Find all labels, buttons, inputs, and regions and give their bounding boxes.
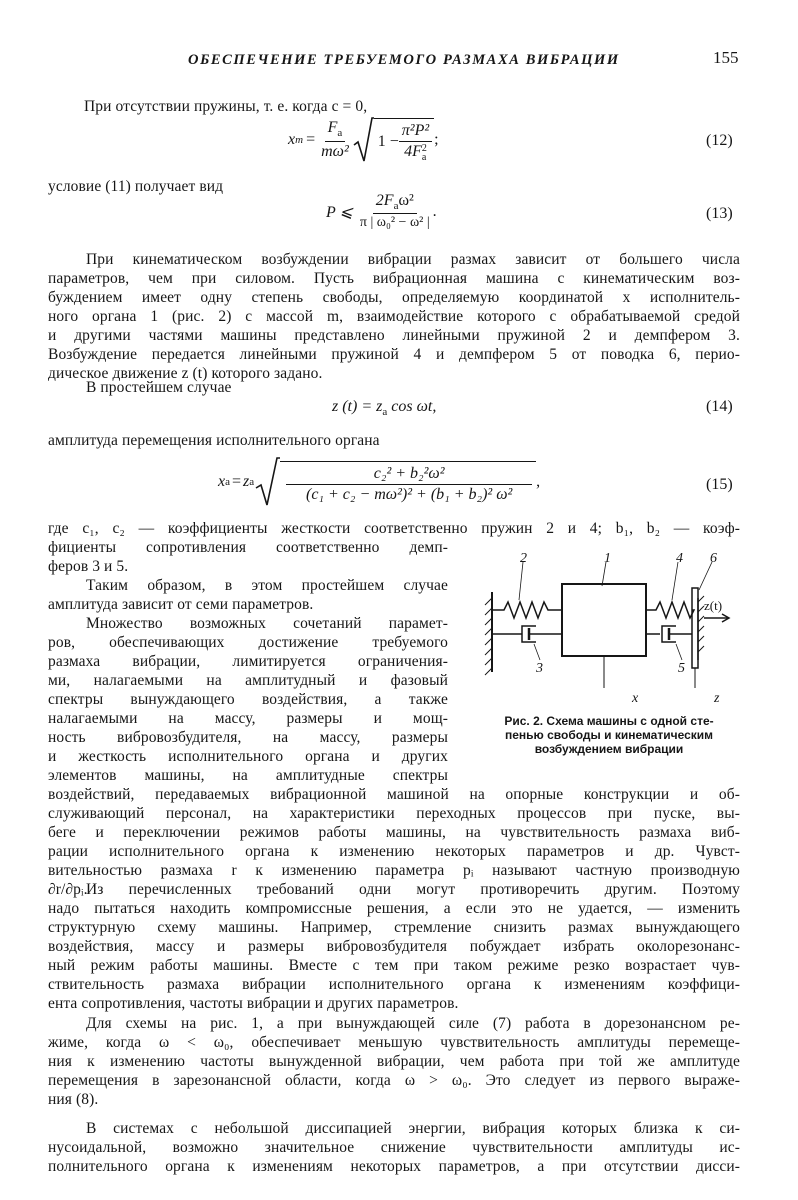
eq13-num: 2F [375, 192, 394, 209]
eq15-coef: z [243, 473, 250, 490]
fig-label-coord-x: x [632, 691, 639, 706]
figure-2-schematic [482, 548, 748, 706]
figure-caption [470, 714, 748, 756]
eq12-eqsign: = [306, 131, 316, 148]
eq15-eqsign: = [232, 473, 242, 490]
page-number: 155 [713, 48, 739, 67]
text-line: ного органа 1 (рис. 2) с массой m, взаимодействие которого с обрабатываемой средой [48, 308, 740, 325]
text-line: амплитуда зависит от семи параметров. [48, 596, 314, 613]
fig-label-coord-z: z [714, 691, 720, 706]
eq12-num1-sub: а [337, 127, 343, 140]
damper-right [646, 626, 692, 642]
eq15-coef-sub: а [249, 476, 255, 488]
eq15-num: c₂² + b₂²ω² [286, 465, 532, 485]
fig-label-damper-left: 3 [536, 661, 543, 676]
spring-left [492, 602, 562, 618]
simple-case-line: В простейшем случае [86, 379, 232, 396]
text-line: дическое движение z (t) которого задано. [48, 365, 323, 382]
text-line: полнительного органа к изменениям некоторых параметров, а при отсутствии дисси- [48, 1158, 740, 1175]
eq12-lhs: x [288, 131, 296, 148]
text-line: параметров, чем при силовом. Пусть вибрационная машина с кинематическим воз- [48, 270, 740, 287]
text-line: При кинематическом возбуждении вибрации размах зависит от большего числа [86, 251, 740, 268]
text-line: жиме, когда ω < ω₀, обеспечивает меньшую чувствительность амплитуды перемеще- [48, 1034, 740, 1051]
text-line: ми, налагаемыми на амплитудный и фазовый [48, 672, 448, 689]
text-line: где c₁, c₂ — коэффициенты жесткости соответственно пружин 2 и 4; b₁, b₂ — коэф- [48, 520, 740, 537]
text-line: перемещения в зарезонансной области, когда ω > ω₀. Это следует из первого выраже- [48, 1072, 740, 1089]
text-line: ный режим работы машины. Вместе с тем при таком режиме резко возрастает чув- [48, 957, 740, 974]
eq15-tail: , [536, 473, 541, 490]
eq13-tail: . [432, 202, 437, 220]
eq14-number: (14) [706, 398, 733, 415]
eq12-den1: mω² [321, 142, 349, 160]
equation-13 [326, 192, 437, 231]
paragraph-dissipation [48, 1119, 740, 1176]
radical-sign-icon [254, 457, 280, 507]
equation-15 [218, 457, 540, 507]
eq12-den2-sub: а [421, 151, 427, 163]
paragraph-resonance [48, 1014, 740, 1109]
text-line: беге и переключении режимов работы машины, на чувствительность размаха виб- [48, 824, 740, 841]
eq13-fraction [357, 192, 433, 231]
eq12-den2-sup: 2 [421, 142, 427, 154]
fig-label-damper-right: 5 [678, 661, 685, 676]
text-line: Из перечисленных требований одни могут противоречить другим. Поэтому [86, 881, 740, 898]
mass-block [562, 584, 646, 656]
text-line: Таким образом, в этом простейшем случае [86, 577, 448, 594]
eq13-num-tail: ω² [398, 192, 414, 209]
eq14-text: z (t) = z [332, 398, 383, 415]
text-line: надо пытаться находить компромиссные решения, а если это не удается, — изменить [48, 900, 740, 917]
eq12-num1: F [327, 119, 338, 137]
text-line: ния (8). [48, 1091, 99, 1108]
text-line: и жесткость исполнительного органа и других [48, 748, 448, 765]
eq12-den2: 4F [404, 143, 422, 161]
equation-12 [288, 117, 439, 163]
text-line: ния к изменению частоты вынужденной вибрации, чем работа при той же амплитуде [48, 1053, 740, 1070]
text-line: фициенты сопротивления соответственно демп- [48, 539, 448, 556]
text-line: рации исполнительного органа к изменению некоторых параметров и др. Чувст- [48, 843, 740, 860]
eq15-fraction [286, 465, 532, 504]
paragraph-left-column [48, 538, 448, 785]
eq12-fraction-1 [318, 119, 352, 160]
equation-14 [332, 398, 436, 418]
text-line: В системах с небольшой диссипацией энергии, вибрация которых близка к си- [86, 1120, 740, 1137]
text-line: Множество возможных сочетаний парамет- [86, 615, 448, 632]
fig-label-mass: 1 [604, 551, 611, 566]
eq13-num-sub: а [393, 200, 399, 213]
text-line: ность вибровозбудителя, на массу, размеры [48, 729, 448, 746]
text-line: Для схемы на рис. 1, a при вынуждающей силе (7) работа в дорезонансном ре- [86, 1015, 740, 1032]
eq14-tail: cos ωt, [391, 398, 437, 415]
eq15-den: (c₁ + c₂ − mω²)² + (b₁ + b₂)² ω² [306, 485, 513, 503]
text-line: нусоидальной, возможно значительное снижение чувствительности амплитуды ис- [48, 1139, 740, 1156]
text-line: размаха вибрации, лимитируется ограничения- [48, 653, 448, 670]
amplitude-line: амплитуда перемещения исполнительного органа [48, 432, 380, 449]
caption-line: Рис. 2. Схема машины с одной сте- [504, 714, 714, 728]
text-line: ента сопротивления, частоты вибрации и других параметров. [48, 995, 459, 1012]
text-line: буждением имеет одну степень свободы, определяемую координатой x исполнитель- [48, 289, 740, 306]
running-header: ОБЕСПЕЧЕНИЕ ТРЕБУЕМОГО РАЗМАХА ВИБРАЦИИ [188, 52, 620, 68]
wall-hatching [485, 598, 492, 675]
text-line: воздействий, передаваемых вибрационной машиной на опорные конструкции и об- [48, 786, 740, 803]
driver-rod [692, 588, 698, 668]
text-line: налагаемыми на массу, размеры и мощ- [48, 710, 448, 727]
text-line: феров 3 и 5. [48, 558, 129, 575]
text-line: ствительность размаха вибрации исполнительного органа к изменениям коэффици- [48, 976, 740, 993]
fig-label-spring-left: 2 [520, 551, 527, 566]
text-line: спектры вынуждающего воздействия, а также [48, 691, 448, 708]
paragraph-compromise [48, 880, 740, 1013]
eq12-lhs-sub: m [295, 134, 304, 146]
eq13-number: (13) [706, 205, 733, 222]
eq15-number: (15) [706, 476, 733, 493]
text-line: и другими частями машины представлено линейными пружиной 2 и демпфером 3. [48, 327, 740, 344]
eq12-number: (12) [706, 132, 733, 149]
text-line: структурную схему машины. Например, стремление снизить размах вынуждающего [48, 919, 740, 936]
eq14-sub: а [382, 406, 388, 419]
text-line: воздействия, массу и размеры вибровозбудителя побуждает избрать околорезонанс- [48, 938, 740, 955]
intro-line: При отсутствии пружины, т. е. когда c = 0, [84, 98, 368, 115]
spring-right [646, 602, 694, 618]
text-line: ∂r/∂pᵢ. [48, 881, 88, 898]
paragraph-kinematic [48, 250, 740, 383]
eq12-tail: ; [434, 131, 439, 148]
eq12-root-one: 1 − [377, 132, 399, 150]
eq15-lhs-sub: а [225, 476, 230, 488]
eq13-den: π | ω₀² − ω² | [359, 215, 430, 231]
text-line: элементов машины, на амплитудные спектры [48, 767, 448, 784]
eq12-fraction-2 [399, 122, 432, 161]
caption-line: пенью свободы и кинематическим [504, 728, 714, 742]
fig-label-driver: 6 [710, 551, 717, 566]
eq13-lhs: P ⩽ [326, 203, 353, 221]
condition-line: условие (11) получает вид [48, 178, 224, 195]
radical-sign-icon [352, 117, 374, 163]
text-line: служивающий персонал, на характеристики переходных процессов при пуске, вы- [48, 805, 740, 822]
eq15-lhs: x [218, 473, 226, 490]
damper-left [492, 626, 562, 642]
text-line: вительностью размаха r к изменению параметра pᵢ называют частную производную [48, 862, 740, 879]
eq12-num2: π²P² [399, 122, 432, 142]
fig-label-excitation: z(t) [704, 598, 723, 613]
text-line: Возбуждение передается линейными пружиной 4 и демпфером 5 от поводка 6, перио- [48, 346, 740, 363]
text-line: ров, обеспечивающих достижение требуемого [48, 634, 448, 651]
caption-line: возбуждением вибрации [534, 742, 684, 756]
fig-label-spring-right: 4 [676, 551, 683, 566]
